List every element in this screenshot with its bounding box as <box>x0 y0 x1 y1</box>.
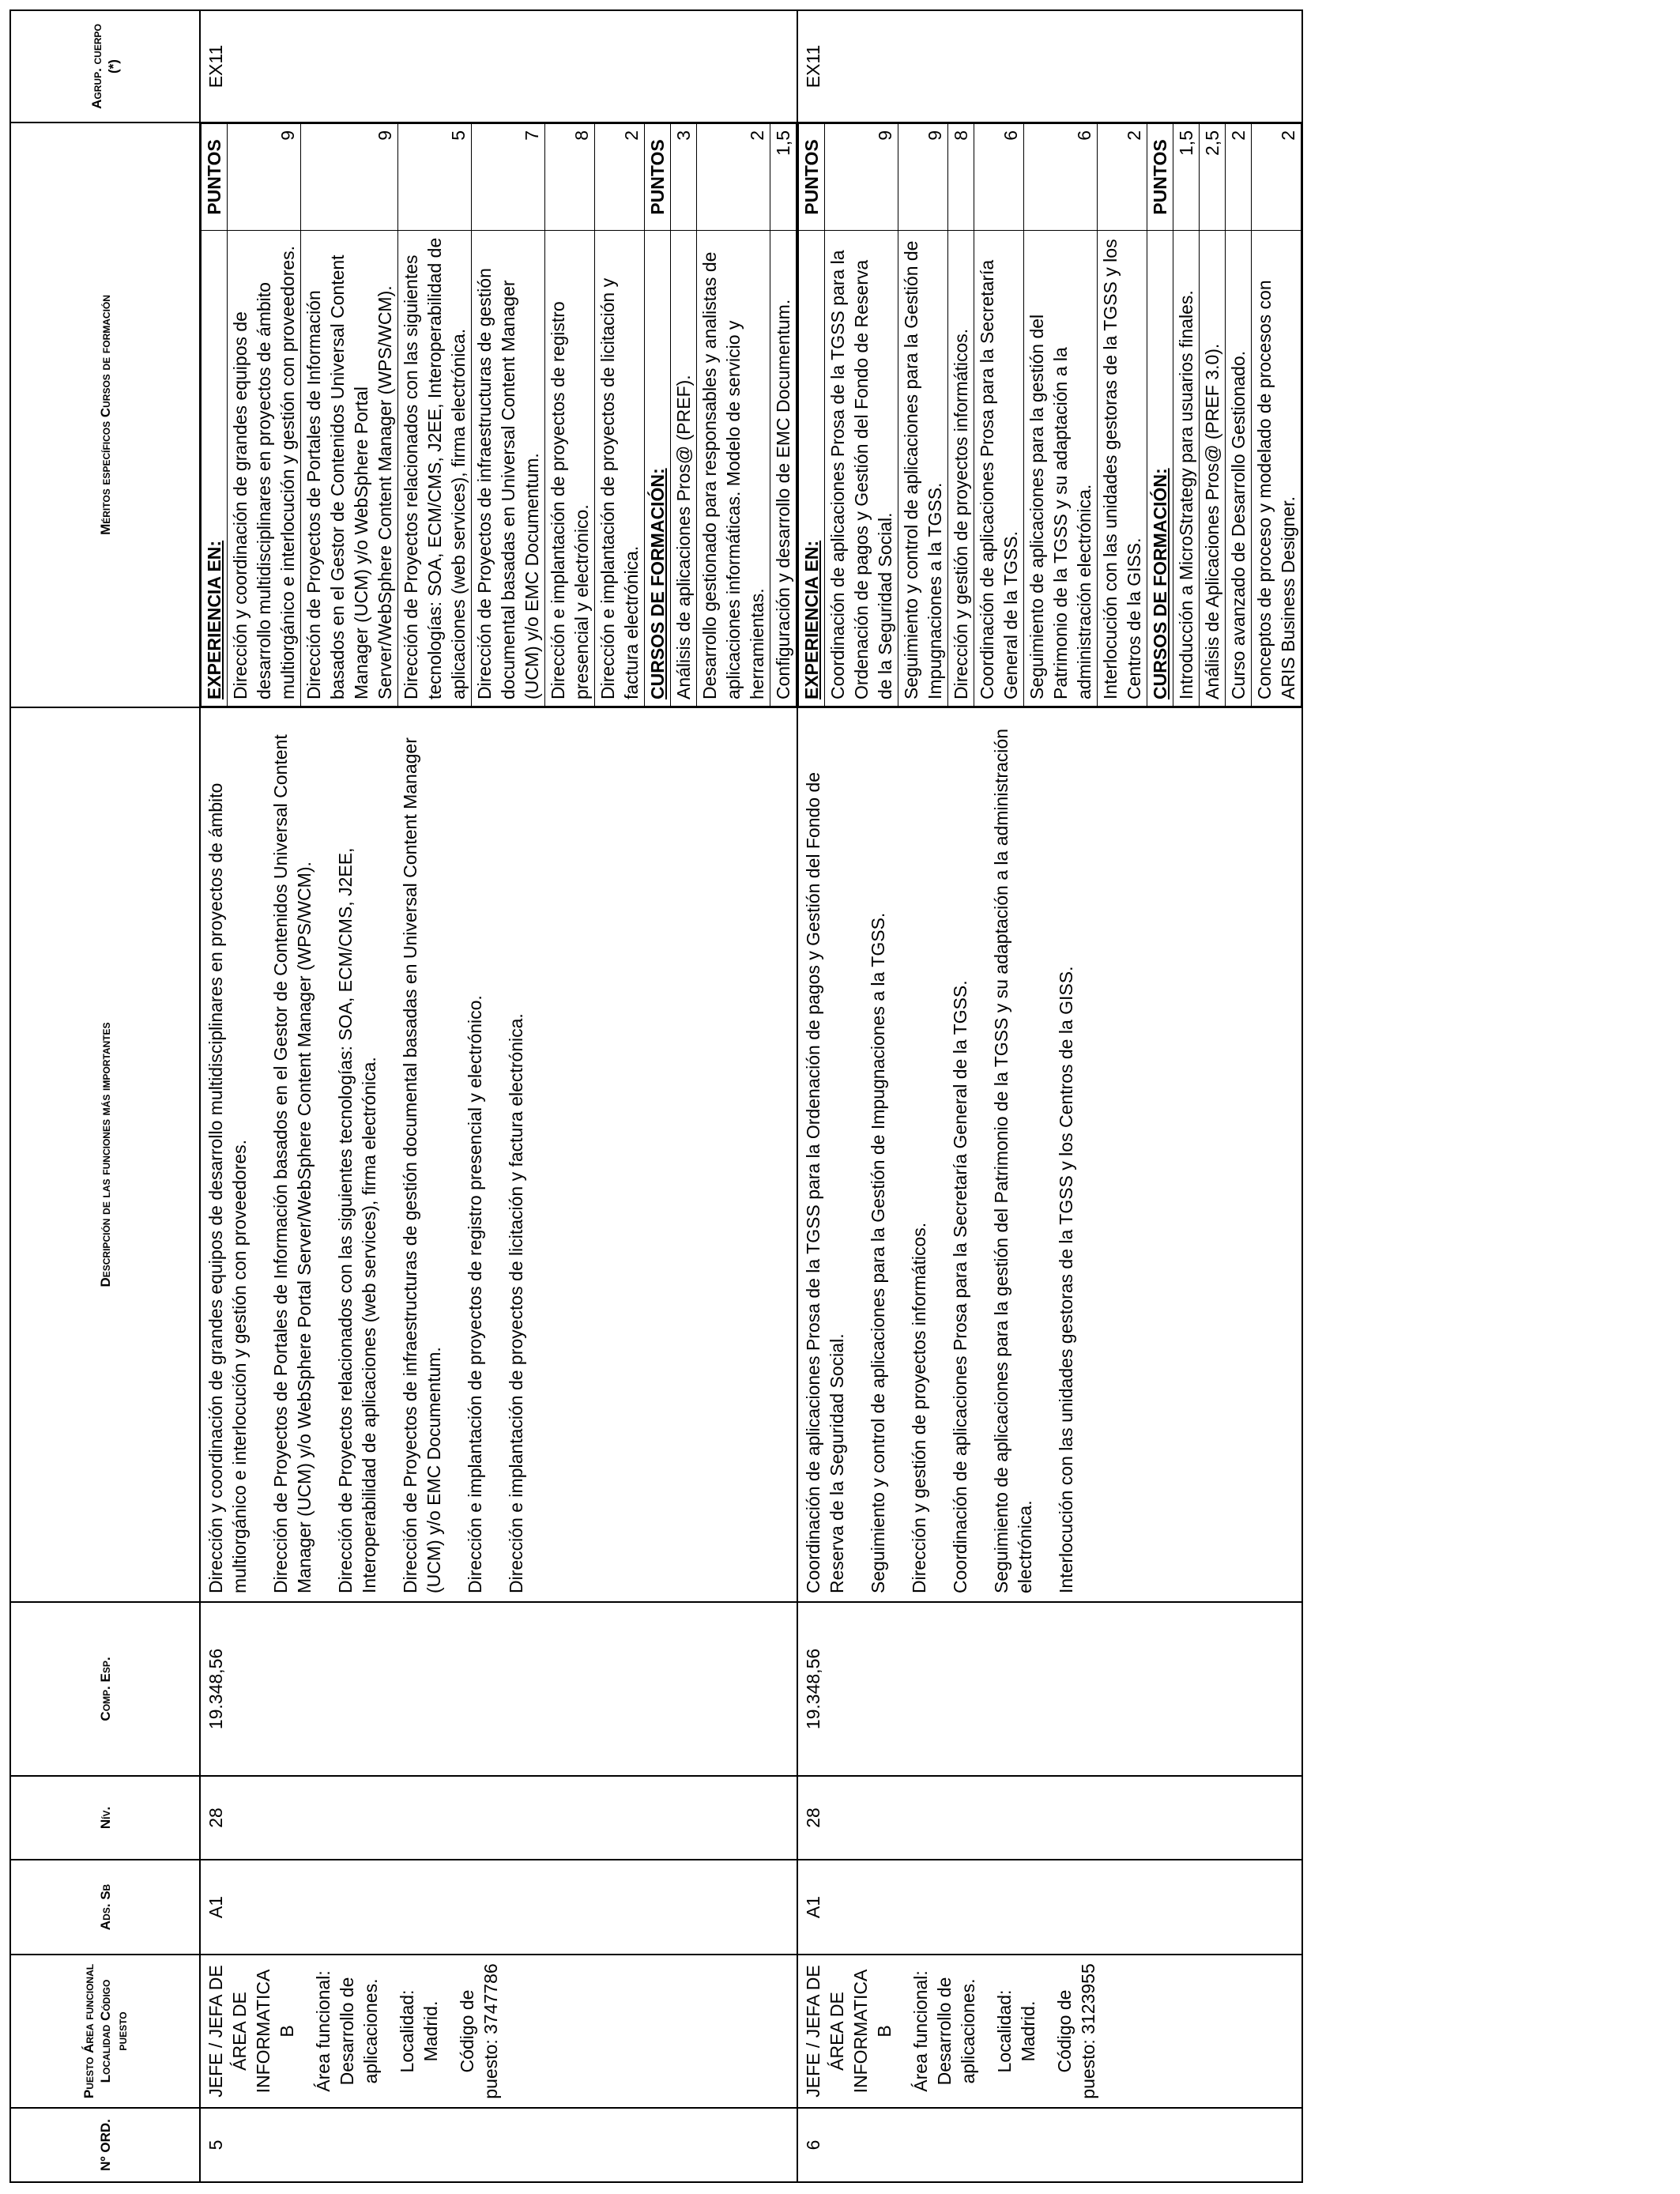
merit-section-points: PUNTOS <box>799 124 825 231</box>
funciones-cell <box>797 707 1302 1602</box>
order-number-cell <box>797 2108 1302 2182</box>
funcion-item: Dirección de Proyectos de Portales de Información basados en el Gestor de Contenidos Universal Content Manager (UCM) y/o WebSphere Portal Server/WebSphere Content Manager (WPS/WCM). <box>270 734 315 1593</box>
meritos-table <box>798 123 1301 707</box>
header-puesto: Puesto Área funcional Localidad Código puesto <box>10 1955 200 2108</box>
localidad: Localidad: Madrid. <box>397 1989 441 2073</box>
funcion-item: Coordinación de aplicaciones Prosa de la TGSS para la Ordenación de pagos y Gestión del Fondo de Reserva de la Seguridad Social. <box>803 771 847 1593</box>
merit-points: 9 <box>228 124 301 231</box>
merit-row <box>1024 124 1098 707</box>
meritos-table <box>201 123 797 707</box>
merit-text: Desarrollo gestionado para responsables y analistas de aplicaciones informáticas. Modelo de servicio y herramientas. <box>697 231 770 707</box>
merit-text: Seguimiento de aplicaciones para la gestión del Patrimonio de la TGSS y su adaptación a la administración electrónica. <box>1024 231 1098 707</box>
merit-row <box>1200 124 1226 707</box>
merit-section-row <box>202 124 228 707</box>
merit-points: 2 <box>1226 124 1252 231</box>
merit-row <box>948 124 974 707</box>
merit-section-row <box>645 124 671 707</box>
merit-text: Interlocución con las unidades gestoras de la TGSS y los Centros de la GISS. <box>1098 231 1147 707</box>
nivel-value: 28 <box>803 1808 823 1828</box>
merit-points: 1,5 <box>1173 124 1200 231</box>
merit-points: 3 <box>671 124 697 231</box>
puesto-cell <box>797 1955 1302 2108</box>
nivel-cell <box>797 1776 1302 1860</box>
merit-points: 5 <box>398 124 472 231</box>
merit-text: Configuración y desarrollo de EMC Documentum. <box>770 231 797 707</box>
funciones-cell <box>200 707 797 1602</box>
agrupacion-cell <box>797 10 1302 123</box>
ads-cell <box>797 1860 1302 1955</box>
merit-text: Coordinación de aplicaciones Prosa de la TGSS para la Ordenación de pagos y Gestión del Fondo de Reserva de la Seguridad Social. <box>825 231 898 707</box>
merit-text: Dirección y coordinación de grandes equipos de desarrollo multidisciplinares en proyectos de ámbito multiorgánico e interlocución y gestión con proveedores. <box>228 231 301 707</box>
merit-points: 2 <box>595 124 645 231</box>
merit-text: Análisis de Aplicaciones Pros@ (PREF 3.0). <box>1200 231 1226 707</box>
merit-row <box>545 124 595 707</box>
merit-points: 8 <box>545 124 595 231</box>
funcion-item: Interlocución con las unidades gestoras de la TGSS y los Centros de la GISS. <box>1056 966 1076 1593</box>
merit-section-row <box>799 124 825 707</box>
merit-row <box>398 124 472 707</box>
agrupacion-value: EX11 <box>205 44 226 89</box>
complemento-cell <box>797 1602 1302 1776</box>
merit-row <box>1098 124 1147 707</box>
merit-row <box>1173 124 1200 707</box>
complemento-cell <box>200 1602 797 1776</box>
nivel-value: 28 <box>205 1808 226 1828</box>
merit-text: Análisis de aplicaciones Pros@ (PREF). <box>671 231 697 707</box>
merit-row <box>228 124 301 707</box>
merit-points: 9 <box>825 124 898 231</box>
merit-row <box>770 124 797 707</box>
header-num: Nº ORD. <box>10 2108 200 2182</box>
merit-points: 7 <box>472 124 545 231</box>
merit-points: 6 <box>1024 124 1098 231</box>
merit-points: 8 <box>948 124 974 231</box>
nivel-cell <box>200 1776 797 1860</box>
merit-text: Seguimiento y control de aplicaciones para la Gestión de Impugnaciones a la TGSS. <box>898 231 948 707</box>
position-row-5 <box>200 10 797 2182</box>
merit-section-label: CURSOS DE FORMACIÓN: <box>645 231 671 707</box>
order-number-cell <box>200 2108 797 2182</box>
merit-text: Dirección e implantación de proyectos de registro presencial y electrónico. <box>545 231 595 707</box>
merit-section-label: EXPERIENCIA EN: <box>799 231 825 707</box>
merit-section-points: PUNTOS <box>1147 124 1173 231</box>
merit-points: 6 <box>974 124 1024 231</box>
merit-text: Coordinación de aplicaciones Prosa para la Secretaría General de la TGSS. <box>974 231 1024 707</box>
merit-row <box>898 124 948 707</box>
merit-row <box>472 124 545 707</box>
merit-row <box>974 124 1024 707</box>
merit-points: 2 <box>1098 124 1147 231</box>
meritos-cell <box>797 123 1302 707</box>
funcion-item: Dirección de Proyectos relacionados con las siguientes tecnologías: SOA, ECM/CMS, J2EE, Interoperabilidad de aplicaciones (web services), firma electrónica. <box>335 847 379 1593</box>
area-funcional: Área funcional: Desarrollo de aplicaciones. <box>910 1970 978 2092</box>
puesto-title: JEFE / JEFA DE ÁREA DE INFORMATICA B <box>803 1965 895 2098</box>
funcion-item: Seguimiento y control de aplicaciones para la Gestión de Impugnaciones a la TGSS. <box>868 912 888 1593</box>
merit-text: Conceptos de proceso y modelado de procesos con ARIS Business Designer. <box>1252 231 1301 707</box>
header-niv: Nív. <box>10 1776 200 1860</box>
merit-points: 1,5 <box>770 124 797 231</box>
header-descripcion: Descripción de las funciones más importantes <box>10 707 200 1602</box>
positions-table <box>9 9 1303 2183</box>
merit-section-label: EXPERIENCIA EN: <box>202 231 228 707</box>
merit-text: Dirección de Proyectos relacionados con las siguientes tecnologías: SOA, ECM/CMS, J2EE, Interoperabilidad de aplicaciones (web services), firma electrónica. <box>398 231 472 707</box>
order-number: 6 <box>803 2139 823 2151</box>
funcion-item: Seguimiento de aplicaciones para la gestión del Patrimonio de la TGSS y su adaptación a la administración electrónica. <box>991 729 1035 1593</box>
merit-section-row <box>1147 124 1173 707</box>
merit-points: 2 <box>1252 124 1301 231</box>
merit-row <box>697 124 770 707</box>
merit-text: Curso avanzado de Desarrollo Gestionado. <box>1226 231 1252 707</box>
localidad: Localidad: Madrid. <box>994 1989 1038 2073</box>
codigo-puesto: Código de puesto: 3123955 <box>1054 1963 1098 2099</box>
codigo-puesto: Código de puesto: 3747786 <box>457 1963 501 2099</box>
merit-text: Introducción a MicroStrategy para usuarios finales. <box>1173 231 1200 707</box>
ads-value: A1 <box>205 1895 226 1919</box>
merit-section-points: PUNTOS <box>645 124 671 231</box>
merit-text: Dirección y gestión de proyectos informáticos. <box>948 231 974 707</box>
merit-row <box>825 124 898 707</box>
header-row <box>10 10 200 2182</box>
meritos-cell <box>200 123 797 707</box>
header-ads: Ads. Sb <box>10 1860 200 1955</box>
header-meritos: Méritos específicos Cursos de formación <box>10 123 200 707</box>
funcion-item: Dirección y coordinación de grandes equipos de desarrollo multidisciplinares en proyectos de ámbito multiorgánico e interlocución y gestión con proveedores. <box>205 782 250 1593</box>
complemento-value: 19.348,56 <box>803 1648 823 1730</box>
merit-points: 9 <box>898 124 948 231</box>
complemento-value: 19.348,56 <box>205 1648 226 1730</box>
agrupacion-value: EX11 <box>803 44 823 89</box>
merit-text: Dirección e implantación de proyectos de licitación y factura electrónica. <box>595 231 645 707</box>
funcion-item: Dirección de Proyectos de infraestructuras de gestión documental basadas en Universal Content Manager (UCM) y/o EMC Documentum. <box>400 737 444 1593</box>
merit-row <box>1226 124 1252 707</box>
position-row-6 <box>797 10 1302 2182</box>
funcion-item: Dirección e implantación de proyectos de licitación y factura electrónica. <box>506 1013 526 1593</box>
ads-cell <box>200 1860 797 1955</box>
funcion-item: Dirección e implantación de proyectos de registro presencial y electrónico. <box>465 995 485 1593</box>
merit-row <box>671 124 697 707</box>
area-funcional: Área funcional: Desarrollo de aplicaciones. <box>313 1970 381 2092</box>
agrupacion-cell <box>200 10 797 123</box>
puesto-title: JEFE / JEFA DE ÁREA DE INFORMATICA B <box>205 1965 297 2098</box>
merit-row <box>1252 124 1301 707</box>
order-number: 5 <box>205 2139 226 2151</box>
merit-section-label: CURSOS DE FORMACIÓN: <box>1147 231 1173 707</box>
header-comp: Comp. Esp. <box>10 1602 200 1776</box>
funcion-item: Coordinación de aplicaciones Prosa para la Secretaría General de la TGSS. <box>950 980 970 1593</box>
merit-text: Dirección de Proyectos de Portales de Información basados en el Gestor de Contenidos Universal Content Manager (UCM) y/o WebSphere Portal Server/WebSphere Content Manager (WPS/WCM). <box>301 231 398 707</box>
merit-row <box>595 124 645 707</box>
merit-points: 2,5 <box>1200 124 1226 231</box>
puesto-cell <box>200 1955 797 2108</box>
merit-section-points: PUNTOS <box>202 124 228 231</box>
funcion-item: Dirección y gestión de proyectos informáticos. <box>909 1222 929 1593</box>
ads-value: A1 <box>803 1895 823 1919</box>
merit-points: 9 <box>301 124 398 231</box>
merit-points: 2 <box>697 124 770 231</box>
merit-row <box>301 124 398 707</box>
header-agrup: Agrup. cuerpo (*) <box>10 10 200 123</box>
merit-text: Dirección de Proyectos de infraestructuras de gestión documental basadas en Universal Content Manager (UCM) y/o EMC Documentum. <box>472 231 545 707</box>
